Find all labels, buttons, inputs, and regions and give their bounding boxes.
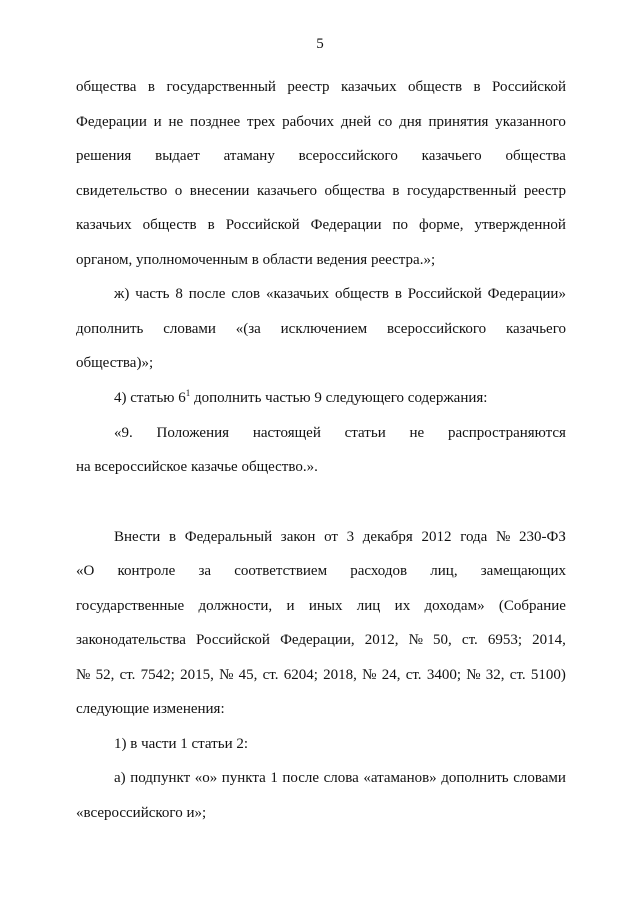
word: распространяются [447,425,566,441]
word: и [286,598,295,614]
word: Российской [492,79,566,95]
word: после [282,770,320,786]
word: Федерации [310,217,382,233]
word: всероссийского [386,321,487,337]
word: Федерации [76,114,147,130]
word: в [473,79,481,95]
text-line [76,597,566,615]
word: 2014, [532,632,566,648]
text-line [76,182,566,200]
word: 2015, [180,667,214,683]
word: 6204; [283,667,318,683]
word: ст. [509,667,526,683]
word: общества [76,79,137,95]
word: 7542; [140,667,175,683]
word: в [392,183,400,199]
text-fragment: дополнить частью 9 следующего содержания: [190,390,488,406]
word: «казачьих [265,286,330,302]
word: лиц [356,598,381,614]
word: общества [324,183,385,199]
word: внесении [189,183,250,199]
word: Российской [196,632,270,648]
word: дней [340,114,372,130]
word: по [392,217,409,233]
word: 52, [95,667,115,683]
text-line [114,389,566,407]
word: дня [399,114,422,130]
word: «(за [235,321,261,337]
word: 1 [270,770,278,786]
word: пункта [221,770,266,786]
word: рабочих [282,114,335,130]
word: замещающих [480,563,566,579]
text-line: общества)»; [76,355,154,371]
superscript: 1 [185,388,191,398]
word: обществ [142,217,197,233]
word: государственный [406,183,517,199]
word: № [362,667,377,683]
text-line [76,78,566,96]
word: указанного [495,114,566,130]
word: Федерации, [280,632,355,648]
word: № [76,667,91,683]
word: общества [505,148,566,164]
word: декабря [362,529,413,545]
word: за [198,563,212,579]
text-line [76,320,566,338]
word: 32, [485,667,505,683]
word: 45, [238,667,258,683]
text-line: следующие изменения: [76,701,225,717]
word: обществ [334,286,389,302]
word: казачьего [256,183,317,199]
word: утвержденной [474,217,566,233]
word: всероссийского [298,148,398,164]
word: реестр [523,183,566,199]
word: дополнить [441,770,509,786]
word: слова [323,770,359,786]
text-line [76,147,566,165]
word: позднее [190,114,241,130]
page-number: 5 [316,36,324,52]
word: Внести [114,529,161,545]
word: форме, [419,217,464,233]
text-line [76,113,566,131]
word: «атаманов» [363,770,437,786]
text-line [76,562,566,580]
word: статьи [344,425,386,441]
word: после [188,286,226,302]
word: государственный [166,79,276,95]
word: доходам» [424,598,485,614]
text-line: на всероссийское казачье общество.». [76,459,318,475]
word: 6953; [487,632,523,648]
text-line [76,216,566,234]
text-line: органом, уполномоченным в области ведения реестра.»; [76,252,436,268]
word: лиц, [430,563,458,579]
word: «9. [114,425,133,441]
word: ст. [461,632,478,648]
text-line [76,631,566,649]
word: 2018, [323,667,357,683]
word: 3 [346,529,355,545]
text-line [114,769,566,787]
word: казачьих [340,79,397,95]
word: Российской [407,286,482,302]
word: подпункт [130,770,191,786]
word: Федеральный [184,529,273,545]
text-line: 1) в части 1 статьи 2: [114,736,249,752]
text-line: «всероссийского и»; [76,805,207,821]
word: расходов [350,563,408,579]
word: в [207,217,215,233]
word: в [147,79,156,95]
word: контроле [117,563,176,579]
word: трех [247,114,276,130]
word: казачьих [76,217,132,233]
word: казачьего [421,148,482,164]
word: 50, [433,632,452,648]
word: в [168,529,177,545]
word: 3400; [426,667,461,683]
word: № [408,632,423,648]
word: свидетельство [76,183,168,199]
word: со [378,114,393,130]
word: № [466,667,481,683]
word: 5100) [530,667,566,683]
text-line [76,666,566,684]
word: о [174,183,183,199]
word: 8 [175,286,183,302]
word: в [394,286,402,302]
word: слов [231,286,261,302]
word: не [168,114,184,130]
word: казачьего [505,321,566,337]
word: 24, [381,667,401,683]
word: реестр [287,79,330,95]
word: обществ [408,79,463,95]
text-line [114,285,566,303]
word: часть [135,286,170,302]
word: Федерации» [487,286,566,302]
word: словами [163,321,216,337]
word: иных [308,598,343,614]
text-fragment: 4) статью 6 [114,390,186,406]
word: законодательства [76,632,186,648]
word: государственные [76,598,185,614]
text-line [114,528,566,546]
word: соответствием [234,563,328,579]
word: исключением [280,321,368,337]
word: «о» [194,770,218,786]
word: от [324,529,338,545]
word: и [153,114,162,130]
word: «О [76,563,95,579]
word: ж) [114,286,130,302]
word: № [496,529,511,545]
word: выдает [155,148,200,164]
word: 2012 [421,529,452,545]
word: их [394,598,411,614]
word: 2012, [364,632,399,648]
word: атаману [223,148,275,164]
text-line [114,424,566,442]
word: Положения [156,425,230,441]
word: ст. [262,667,279,683]
word: должности, [198,598,273,614]
word: ст. [405,667,422,683]
word: (Собрание [498,598,566,614]
word: Российской [225,217,300,233]
word: решения [76,148,132,164]
word: № [219,667,234,683]
word: словами [513,770,566,786]
word: принятия [428,114,489,130]
word: года [460,529,488,545]
word: ст. [119,667,136,683]
word: закон [280,529,316,545]
word: 230-ФЗ [518,529,566,545]
word: а) [114,770,126,786]
word: дополнить [76,321,144,337]
word: настоящей [252,425,321,441]
word: не [409,425,425,441]
